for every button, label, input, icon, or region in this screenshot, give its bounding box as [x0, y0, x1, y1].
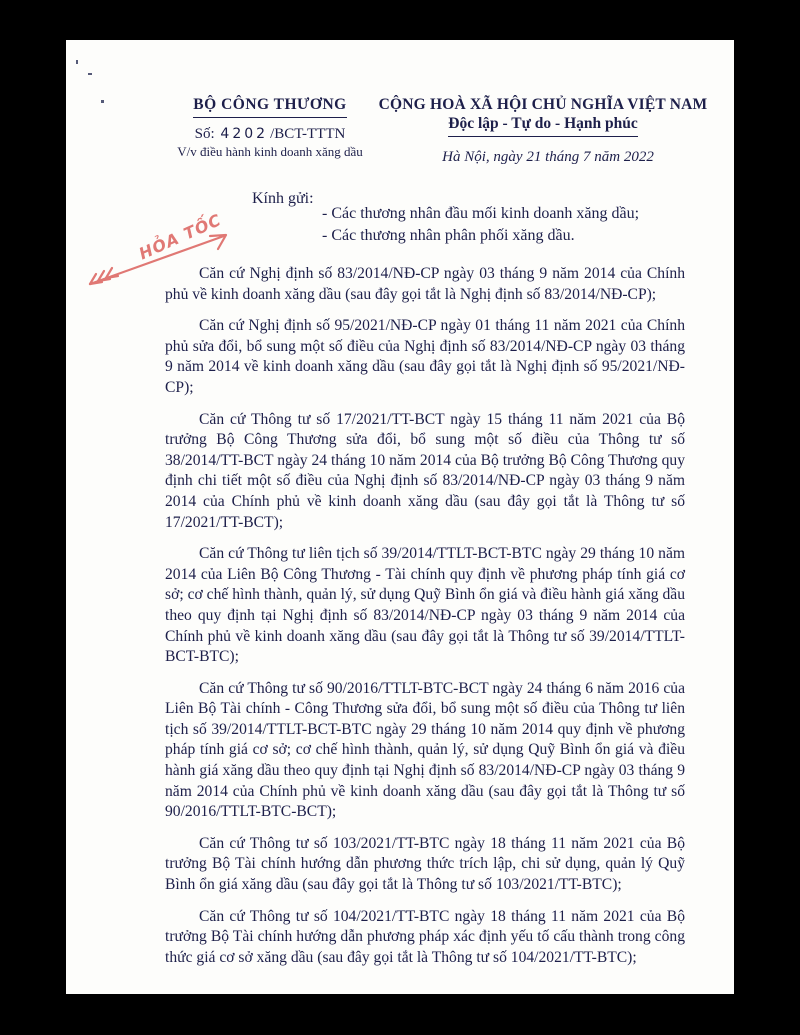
- legal-basis-paragraph: Căn cứ Nghị định số 95/2021/NĐ-CP ngày 01 tháng 11 năm 2021 của Chính phủ sửa đổi, bổ sung một số điều của Nghị định số 83/2014/NĐ-CP ngày 03 tháng 9 năm 2014 về kinh doanh xăng dầu (sau đây gọi tắt là Nghị định số 95/2021/NĐ-CP);: [165, 317, 685, 396]
- country-name: CỘNG HOÀ XÃ HỘI CHỦ NGHĨA VIỆT NAM: [378, 96, 708, 113]
- legal-basis-paragraph: Căn cứ Thông tư liên tịch số 39/2014/TTLT-BCT-BTC ngày 29 tháng 10 năm 2014 của Liên Bộ Công Thương - Tài chính quy định về phương pháp tính giá cơ sở; cơ chế hình thành, quản lý, sử dụng Quỹ Bình ổn giá và điều hành giá xăng dầu theo quy định tại Nghị định số 83/2014/NĐ-CP ngày 03 tháng 9 năm 2014 của Chính phủ về kinh doanh xăng dầu (sau đây gọi tắt là Thông tư số 39/2014/TTLT-BCT-BTC);: [165, 545, 685, 666]
- recipient-item: - Các thương nhân phân phối xăng dầu.: [322, 227, 575, 244]
- recipient-item: - Các thương nhân đầu mối kinh doanh xăng dầu;: [322, 205, 640, 222]
- legal-basis-paragraph: Căn cứ Nghị định số 83/2014/NĐ-CP ngày 03 tháng 9 năm 2014 của Chính phủ về kinh doanh xăng dầu (sau đây gọi tắt là Nghị định số 83/2014/NĐ-CP);: [165, 265, 685, 303]
- recipient-list: [322, 203, 639, 247]
- legal-basis-paragraph: Căn cứ Thông tư số 104/2021/TT-BTC ngày 18 tháng 11 năm 2021 của Bộ trưởng Bộ Tài chính hướng dẫn phương pháp xác định yếu tố cấu thành trong công thức giá cơ sở xăng dầu (sau đây gọi tắt là Thông tư số 104/2021/TT-BTC);: [165, 907, 685, 966]
- legal-basis-paragraph: Căn cứ Thông tư số 17/2021/TT-BCT ngày 15 tháng 11 năm 2021 của Bộ trưởng Bộ Công Thương sửa đổi, bổ sung một số điều của Thông tư số 38/2014/TT-BCT ngày 24 tháng 10 năm 2014 của Bộ trưởng Bộ Công Thương quy định chi tiết một số điều của Nghị định số 83/2014/NĐ-CP ngày 03 tháng 9 năm 2014 của Chính phủ về kinh doanh xăng dầu (sau đây gọi tắt là Thông tư số 17/2021/TT-BCT);: [165, 410, 685, 531]
- scan-speck: [101, 100, 104, 103]
- issue-date: Hà Nội, ngày 21 tháng 7 năm 2022: [442, 149, 654, 165]
- document-page: [66, 40, 734, 994]
- scan-speck: [76, 60, 78, 64]
- national-motto: Độc lập - Tự do - Hạnh phúc: [448, 115, 637, 137]
- scan-speck: [88, 73, 92, 75]
- national-header: [368, 96, 718, 166]
- document-number: [172, 126, 368, 143]
- document-body: [165, 264, 685, 979]
- stamp-text: HỎA TỐC: [136, 210, 225, 264]
- legal-basis-paragraph: Căn cứ Thông tư số 90/2016/TTLT-BTC-BCT ngày 24 tháng 6 năm 2016 của Liên Bộ Tài chính - Công Thương sửa đổi, bổ sung một số điều của Thông tư liên tịch số 39/2014/TTLT-BCT-BTC ngày 29 tháng 10 năm 2014 quy định về phương pháp tính giá cơ sở; cơ chế hình thành, quản lý, sử dụng Quỹ Bình ổn giá và điều hành giá xăng dầu theo quy định tại Nghị định số 83/2014/NĐ-CP ngày 03 tháng 9 năm 2014 của Chính phủ về kinh doanh xăng dầu (sau đây gọi tắt là Thông tư số 90/2016/TTLT-BTC-BCT);: [165, 679, 685, 821]
- greeting-label: Kính gửi:: [252, 190, 314, 207]
- document-subject: V/v điều hành kinh doanh xăng dầu: [177, 144, 363, 159]
- document-number-suffix: /BCT-TTTN: [270, 126, 346, 142]
- document-number-value: 4202: [220, 126, 269, 142]
- issuer-block: [172, 96, 368, 160]
- document-number-label: Số:: [194, 126, 215, 142]
- issuing-organization: BỘ CÔNG THƯƠNG: [193, 96, 346, 118]
- legal-basis-paragraph: Căn cứ Thông tư số 103/2021/TT-BTC ngày 18 tháng 11 năm 2021 của Bộ trưởng Bộ Tài chính hướng dẫn phương thức trích lập, chi sử dụng, quản lý Quỹ Bình ổn giá xăng dầu (sau đây gọi tắt là Thông tư số 103/2021/TT-BTC);: [165, 834, 685, 894]
